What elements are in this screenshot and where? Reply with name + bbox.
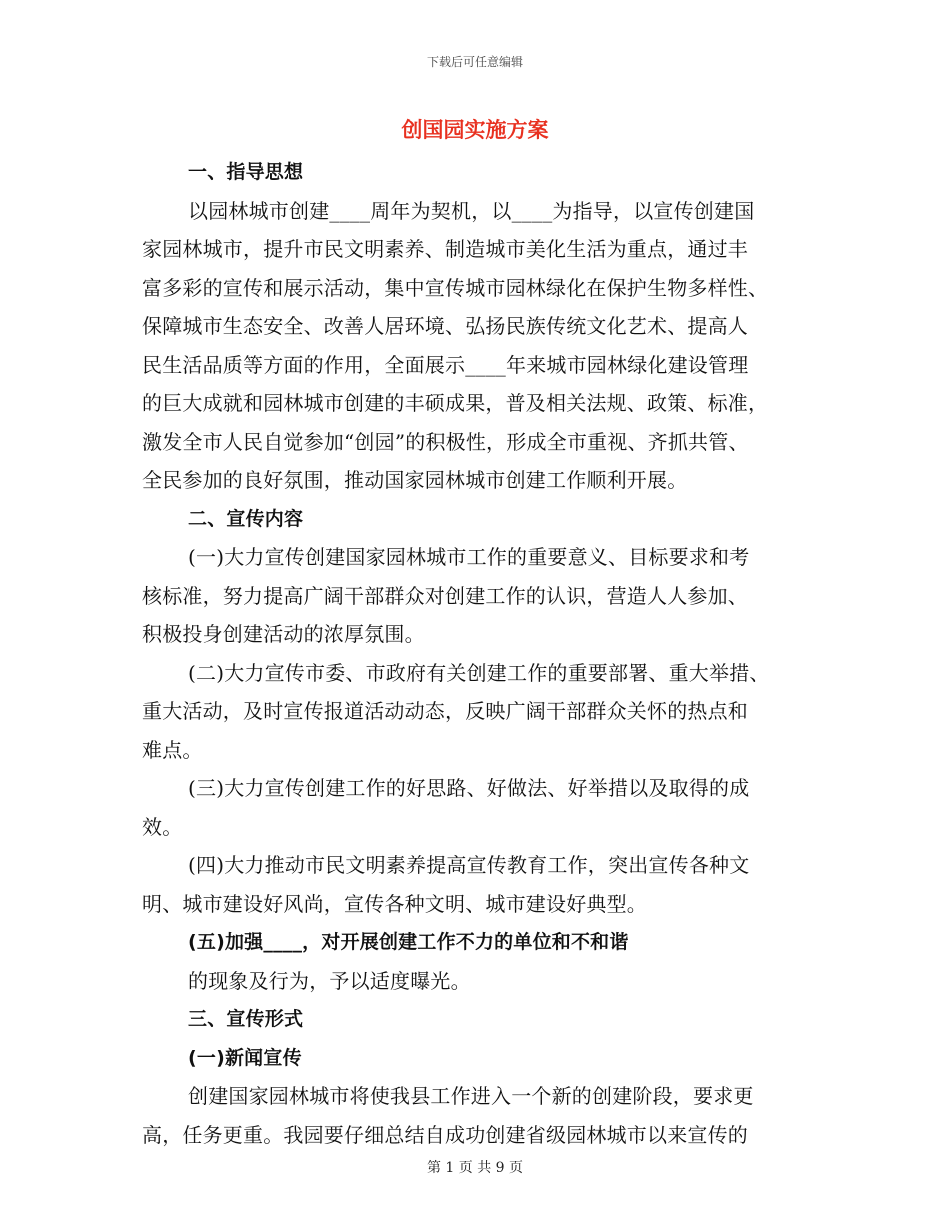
paragraph-line: (一)大力宣传创建国家园林城市工作的重要意义、目标要求和考 — [188, 545, 750, 569]
section-heading-publicity-forms: 三、宣传形式 — [188, 1008, 304, 1030]
page-header: 下载后可任意编辑 — [426, 55, 523, 69]
paragraph-line: 家园林城市，提升市民文明素养、制造城市美化生活为重点，通过丰 — [142, 237, 748, 261]
paragraph-line: 重大活动，及时宣传报道活动动态，反映广阔干部群众关怀的热点和 — [142, 699, 748, 723]
paragraph-line: (四)大力推动市民文明素养提高宣传教育工作，突出宣传各种文 — [188, 853, 750, 877]
paragraph-line: 全民参加的良好氛围，推动国家园林城市创建工作顺利开展。 — [142, 468, 688, 492]
paragraph-line: 的现象及行为，予以适度曝光。 — [188, 968, 471, 993]
page-footer: 第 1 页 共 9 页 — [426, 1160, 524, 1176]
section-heading-publicity-content: 二、宣传内容 — [188, 507, 304, 530]
paragraph-line: 富多彩的宣传和展示活动，集中宣传城市园林绿化在保护生物多样性、 — [142, 275, 769, 300]
paragraph-line: 以园林城市创建____周年为契机，以____为指导，以宣传创建国 — [188, 198, 755, 223]
paragraph-line: 效。 — [142, 814, 183, 839]
paragraph-line: 保障城市生态安全、改善人居环境、弘扬民族传统文化艺术、提高人 — [142, 314, 748, 338]
paragraph-line-bold: (五)加强____，对开展创建工作不力的单位和不和谐 — [188, 931, 629, 953]
paragraph-line: (二)大力宣传市委、市政府有关创建工作的重要部署、重大举措、 — [188, 660, 770, 685]
document-body — [142, 153, 810, 1154]
paragraph-line: 创建国家园林城市将使我县工作进入一个新的创建阶段，要求更 — [188, 1084, 754, 1108]
paragraph-line: 难点。 — [142, 737, 203, 762]
paragraph-line: (三)大力宣传创建工作的好思路、好做法、好举措以及取得的成 — [188, 776, 750, 800]
paragraph-line: 高，任务更重。我园要仔细总结自成功创建省级园林城市以来宣传的 — [142, 1122, 748, 1147]
paragraph-line: 核标准，努力提高广阔干部群众对创建工作的认识，营造人人参加、 — [142, 583, 748, 608]
section-heading-guiding-ideology: 一、指导思想 — [188, 161, 304, 183]
paragraph-line: 民生活品质等方面的作用，全面展示____年来城市园林绿化建设管理 — [142, 352, 749, 377]
document-title: 创国园实施方案 — [401, 118, 549, 142]
subsection-heading-news: (一)新闻宣传 — [188, 1046, 302, 1069]
paragraph-line: 明、城市建设好风尚，宣传各种文明、城市建设好典型。 — [142, 891, 647, 916]
paragraph-line: 的巨大成就和园林城市创建的丰硕成果，普及相关法规、政策、标准， — [142, 391, 769, 415]
paragraph-line: 积极投身创建活动的浓厚氛围。 — [142, 622, 425, 646]
paragraph-line: 激发全市人民自觉参加“创园”的积极性，形成全市重视、齐抓共管、 — [142, 429, 749, 454]
